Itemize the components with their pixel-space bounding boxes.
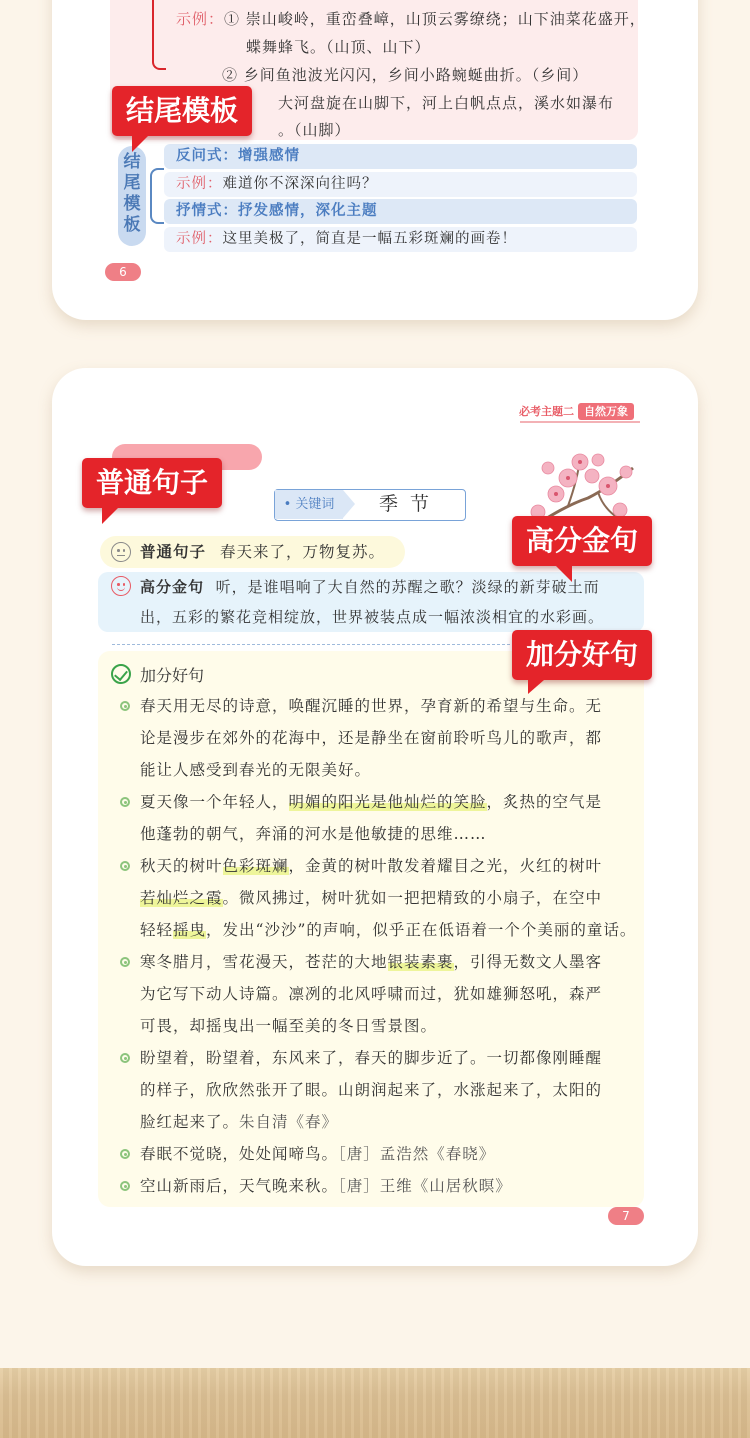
- example-3-line2: 。（山脚）: [278, 121, 351, 139]
- ending-template-vertical-label: [118, 146, 146, 246]
- ending-row-lyrical-example: 示例：这里美极了，简直是一幅五彩斑斓的画卷！: [164, 227, 637, 252]
- example-1-line2: 蝶舞蜂飞。（山顶、山下）: [246, 38, 431, 56]
- blue-bracket: [150, 168, 164, 224]
- example-2-line1: ② 乡间鱼池波光闪闪，乡间小路蜿蜒曲折。（乡间）: [222, 66, 589, 84]
- bonus-para-2-line1: 夏天像一个年轻人，明媚的阳光是他灿烂的笑脸，炙热的空气是: [140, 793, 603, 811]
- bullet-icon: [120, 701, 130, 711]
- running-header: 必考主题二 自然万象: [519, 403, 634, 421]
- red-bracket: [152, 0, 166, 70]
- bonus-para-1-line1: 春天用无尽的诗意，唤醒沉睡的世界，孕育新的希望与生命。无: [140, 697, 603, 715]
- bullet-icon: [120, 861, 130, 871]
- bonus-para-4-line2: 为它写下动人诗篇。凛冽的北风呼啸而过，犹如雄狮怒吼，森严: [140, 985, 603, 1003]
- ordinary-sentence-label: 普通句子: [140, 543, 207, 561]
- header-underline: [520, 421, 640, 423]
- page-number-7: 7: [608, 1207, 644, 1225]
- bonus-para-1-line2: 论是漫步在郊外的花海中，还是静坐在窗前聆听鸟儿的歌声，都: [140, 729, 603, 747]
- bullet-icon: [120, 957, 130, 967]
- ordinary-sentence-text: 春天来了，万物复苏。: [220, 543, 386, 561]
- bonus-para-4-line3: 可畏，却摇曳出一幅至美的冬日雪景图。: [140, 1017, 438, 1035]
- smile-face-icon: [111, 576, 131, 596]
- ending-row-rhetorical-head: 反问式：增强感情: [164, 144, 637, 169]
- ordinary-sentence-row: [100, 536, 405, 568]
- bonus-para-7: 空山新雨后，天气晚来秋。［唐］王维《山居秋暝》: [140, 1177, 512, 1195]
- high-score-tag: 高分金句: [512, 516, 652, 566]
- bonus-para-4-line1: 寒冬腊月，雪花漫天，苍茫的大地银装素裹，引得无数文人墨客: [140, 953, 603, 971]
- check-circle-icon: [111, 664, 131, 684]
- bonus-para-6: 春眠不觉晓，处处闻啼鸟。［唐］孟浩然《春晓》: [140, 1145, 496, 1163]
- bonus-title: 加分好句: [140, 666, 205, 685]
- high-score-line1: 高分金句 听，是谁唱响了大自然的苏醒之歌？淡绿的新芽破土而: [140, 578, 600, 596]
- ending-row-rhetorical-example: 示例：难道你不深深向往吗？: [164, 172, 637, 197]
- bonus-para-3-line1: 秋天的树叶色彩斑斓，金黄的树叶散发着耀目之光，火红的树叶: [140, 857, 603, 875]
- bullet-icon: [120, 797, 130, 807]
- bullet-icon: [120, 1181, 130, 1191]
- bonus-para-5-line2: 的样子，欣欣然张开了眼。山朗润起来了，水涨起来了，太阳的: [140, 1081, 603, 1099]
- ending-vertical-text: 结尾模板: [123, 152, 141, 235]
- bonus-para-5-line3: 脸红起来了。朱自清《春》: [140, 1113, 339, 1131]
- high-score-line2: 出，五彩的繁花竞相绽放，世界被装点成一幅浓淡相宜的水彩画。: [140, 608, 605, 626]
- keyword-value: 季节: [378, 493, 441, 515]
- wooden-table-surface: [0, 1368, 750, 1438]
- keyword-box: [274, 489, 466, 521]
- bonus-para-1-line3: 能让人感受到春光的无限美好。: [140, 761, 372, 779]
- bonus-para-3-line3: 轻轻摇曳，发出“沙沙”的声响，似乎正在低语着一个个美丽的童话。: [140, 921, 637, 939]
- page-number-6: 6: [105, 263, 141, 281]
- ending-row-lyrical-head: 抒情式：抒发感情，深化主题: [164, 199, 637, 224]
- bonus-para-2-line2: 他蓬勃的朝气，奔涌的河水是他敏捷的思维……: [140, 825, 487, 843]
- neutral-face-icon: [111, 542, 131, 562]
- bullet-icon: [120, 1149, 130, 1159]
- example-1-line1: 示例：① 崇山峻岭，重峦叠嶂，山顶云雾缭绕；山下油菜花盛开，: [176, 10, 646, 28]
- keyword-label: • 关键词: [275, 490, 343, 519]
- ordinary-sentence-tag: 普通句子: [82, 458, 222, 508]
- bonus-para-3-line2: 若灿烂之霞。微风拂过，树叶犹如一把把精致的小扇子，在空中: [140, 889, 603, 907]
- bullet-icon: [120, 1053, 130, 1063]
- bonus-para-5-line1: 盼望着，盼望着，东风来了，春天的脚步近了。一切都像刚睡醒: [140, 1049, 603, 1067]
- ending-template-tag: 结尾模板: [112, 86, 252, 136]
- example-3-line1: 大河盘旋在山脚下，河上白帆点点，溪水如瀑布: [278, 94, 615, 112]
- bonus-sentence-tag: 加分好句: [512, 630, 652, 680]
